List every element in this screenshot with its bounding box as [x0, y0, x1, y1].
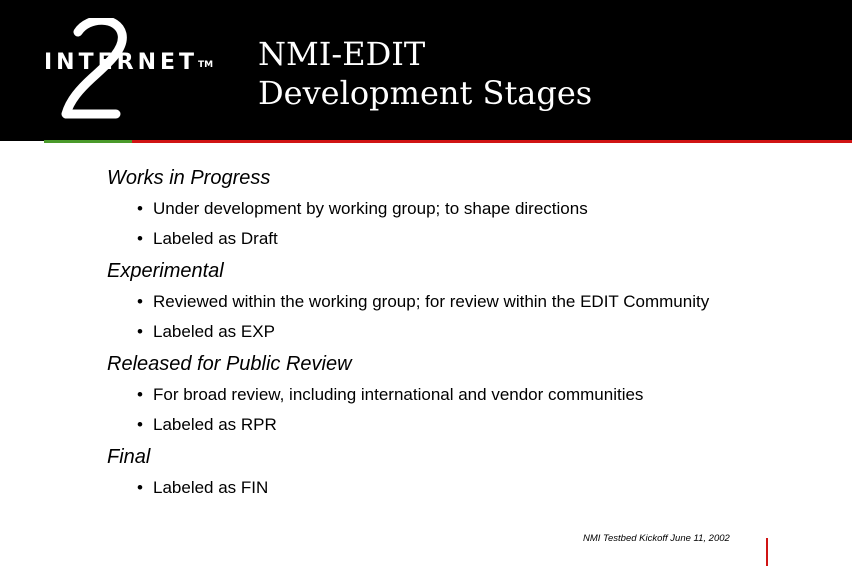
bullet-item: • Labeled as EXP — [137, 322, 275, 341]
bullet-marker: • — [137, 385, 143, 404]
accent-stripe-red — [132, 140, 852, 143]
bullet-list — [107, 291, 807, 343]
section-heading: Experimental — [107, 260, 224, 282]
bullet-marker: • — [137, 292, 143, 311]
bullet-marker: • — [137, 322, 143, 341]
footer-rule — [766, 538, 768, 566]
header-band — [0, 0, 852, 141]
bullet-item: • Reviewed within the working group; for review within the EDIT Community — [137, 292, 710, 311]
bullet-list — [107, 198, 807, 250]
bullet-item: • For broad review, including international and vendor communities — [137, 385, 644, 404]
bullet-item: • Labeled as Draft — [137, 229, 278, 248]
bullet-list — [107, 384, 807, 436]
bullet-item: • Labeled as RPR — [137, 415, 277, 434]
section-heading: Works in Progress — [107, 167, 271, 189]
section-released-for-public-review — [107, 351, 807, 436]
bullet-marker: • — [137, 478, 143, 497]
bullet-marker: • — [137, 415, 143, 434]
bullet-marker: • — [137, 199, 143, 218]
bullet-marker: • — [137, 229, 143, 248]
title-line-1: NMI-EDIT — [258, 35, 426, 73]
section-final — [107, 444, 807, 499]
section-heading: Final — [107, 446, 151, 468]
bullet-item: • Under development by working group; to shape directions — [137, 199, 588, 218]
slide-title — [258, 35, 592, 113]
bullet-list — [107, 477, 807, 499]
logo-wordmark: INTERNETTM — [44, 50, 214, 75]
accent-stripe-green — [44, 140, 132, 143]
section-experimental — [107, 258, 807, 343]
internet2-logo — [36, 18, 214, 128]
bullet-item: • Labeled as FIN — [137, 478, 269, 497]
section-works-in-progress — [107, 165, 807, 250]
section-heading: Released for Public Review — [107, 353, 352, 375]
title-line-2: Development Stages — [258, 74, 593, 112]
slide-body — [107, 165, 807, 507]
footer-text: NMI Testbed Kickoff June 11, 2002 — [583, 533, 730, 544]
